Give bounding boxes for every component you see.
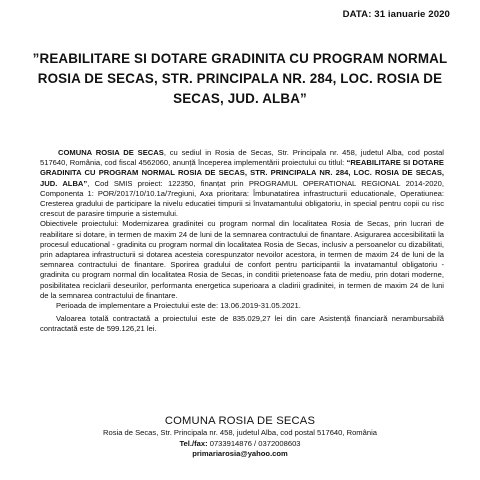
project-title: “REABILITARE SI DOTARE GRADINITA CU PROGRAM NORMAL ROSIA DE SECAS, STR. PRINCIPALA NR. 284, LOC. ROSIA DE SECAS, JUD. ALBA” xyxy=(40,158,444,188)
period-paragraph: Perioada de implementare a Proiectului este de: 13.06.2019-31.05.2021. xyxy=(56,301,301,311)
title-line: SECAS, JUD. ALBA” xyxy=(173,91,307,106)
footer xyxy=(0,414,480,460)
footer-address: Rosia de Secas, Str. Principala nr. 458, judetul Alba, cod postal 517640, România xyxy=(103,428,377,437)
document-title xyxy=(30,49,450,109)
date-label: DATA: 31 ianuarie 2020 xyxy=(342,9,450,20)
footer-email[interactable]: primariarosia@yahoo.com xyxy=(192,449,288,458)
project-details: , Cod SMIS proiect: 122350, finanțat prin PROGRAMUL OPERATIONAL REGIONAL 2014-2020, Componenta 1: POR/2017/10/10.1a/7regiuni, Axa prioritara: Îmbunatatirea infrastructurii educationale, Operatiunea: Cresterea gradului de participare la nivelu educatiei timpurii si învatamantului obligatoriu, in special pentru copii cu risc crescut de parasire timpurie a sistemului. xyxy=(40,178,444,219)
phone-label: Tel./fax: xyxy=(179,438,208,448)
intro-text: , cu sediul in Rosia de Secas, Str. Principala nr. 458, judetul Alba, cod postal 517640, România, cod fiscal 4562060, anunță începerea implementării proiectului cu titlul: xyxy=(40,148,444,168)
intro-paragraph xyxy=(40,148,444,219)
footer-phone xyxy=(0,439,480,450)
document-body xyxy=(40,148,444,335)
footer-name: COMUNA ROSIA DE SECAS xyxy=(164,415,316,427)
objectives-paragraph: Obiectivele proiectului: Modernizarea gradinitei cu program normal din localitatea Rosia de Secas, prin lucrari de reabilitare si dotare, in termen de maxim 24 de luni de la semnarea contractului de finantare. Asigurarea accesibilitatii la procesul educational - gradinita cu program normal din localitatea Rosia de Secas, inclusiv a persoanelor cu dizabilitati, prin adaptarea infrastructurii si dotarea acesteia corespunzator nevoilor acestora, in termen de maxim 24 de luni de la semnarea contractului de finantare. Sporirea gradului de confort pentru participantii la invatamantul obligatoriu - gradinita cu program normal din localitatea Rosia de Secas, in conditii prietenoase fata de mediu, prin dotari moderne, posibilitatea reciclarii deseurilor, performanta energetica superioara a cladirii gradinitei, in termen de maxim 24 de luni de la semnarea contractului de finantare. xyxy=(40,219,444,300)
org-name: COMUNA ROSIA DE SECAS xyxy=(58,148,164,157)
value-paragraph: Valoarea totală contractată a proiectului este de 835.029,27 lei din care Asistență financiară nerambursabilă contractată este de 599.126,21 lei. xyxy=(40,314,444,334)
phone-number: 0733914876 / 0372008603 xyxy=(207,438,301,448)
title-line: ”REABILITARE SI DOTARE GRADINITA CU PROGRAM NORMAL xyxy=(32,51,448,66)
title-line: ROSIA DE SECAS, STR. PRINCIPALA NR. 284, LOC. ROSIA DE xyxy=(37,71,443,86)
